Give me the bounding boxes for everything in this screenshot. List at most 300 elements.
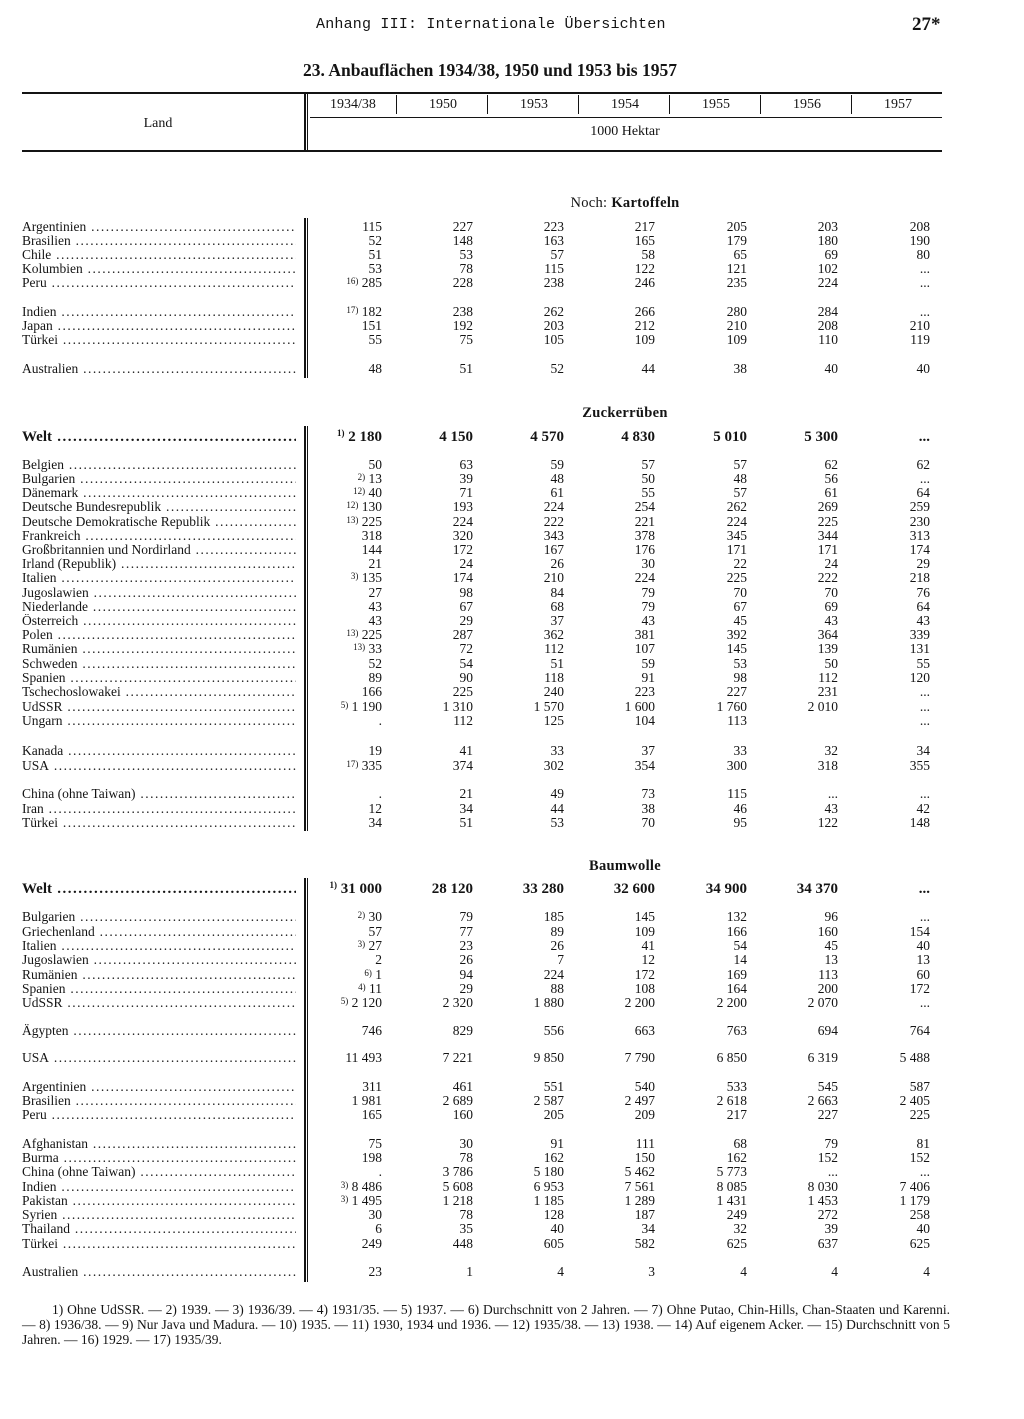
value-cell: $^{3)}$ 8 486	[340, 1179, 382, 1194]
value-cell: ...	[827, 1164, 838, 1179]
page-header	[0, 16, 1024, 38]
value-cell: 52	[368, 656, 382, 671]
value-cell: 262	[726, 499, 747, 514]
footnotes	[22, 1302, 950, 1347]
table-title: 23. Anbauflächen 1934/38, 1950 und 1953 bis 1957	[303, 60, 677, 80]
value-cell: 26	[550, 938, 564, 953]
value-cell: 70	[733, 585, 747, 600]
value-cell: ...	[919, 699, 930, 714]
value-cell: 165	[634, 233, 655, 248]
value-cell: 663	[634, 1023, 655, 1038]
section-title	[310, 405, 940, 422]
country-name: Dänemark .....	[22, 486, 296, 500]
table-row	[0, 1051, 1024, 1065]
value-cell: 225	[726, 570, 747, 585]
value-cell: 174	[452, 570, 473, 585]
country-name: Polen .....	[22, 628, 296, 642]
value-cell: 30	[368, 1207, 382, 1222]
value-cell: 339	[909, 627, 930, 642]
value-cell: 230	[909, 514, 930, 529]
country-name: Kolumbien .....	[22, 262, 296, 276]
value-cell: $^{17)}$ 182	[346, 304, 382, 319]
value-cell: 58	[641, 247, 655, 262]
value-cell: 32 600	[613, 881, 655, 897]
value-cell: 34 900	[705, 881, 747, 897]
value-cell: 37	[550, 613, 564, 628]
value-cell: 545	[817, 1079, 838, 1094]
table-row	[0, 1080, 1024, 1094]
value-cell: $^{12)}$ 130	[346, 499, 382, 514]
value-cell: 54	[459, 656, 473, 671]
country-name: Syrien .....	[22, 1208, 296, 1222]
value-cell: 78	[459, 261, 473, 276]
value-cell: 64	[916, 485, 930, 500]
value-cell: 122	[634, 261, 655, 276]
unit-header: 1000 Hektar	[590, 124, 660, 139]
table-row	[0, 996, 1024, 1010]
value-cell: 62	[916, 457, 930, 472]
country-name: Australien .....	[22, 1265, 296, 1279]
value-cell: 4 570	[530, 429, 564, 445]
value-cell: 167	[543, 542, 564, 557]
country-name: UdSSR .....	[22, 996, 296, 1010]
value-cell: 162	[726, 1150, 747, 1165]
footnote-marker: 3)	[357, 939, 366, 949]
value-cell: 61	[550, 485, 564, 500]
table-row	[0, 953, 1024, 967]
value-cell: 4	[923, 1264, 930, 1279]
value-cell: 218	[909, 570, 930, 585]
value-cell: 2	[375, 952, 382, 967]
value-cell: 171	[726, 542, 747, 557]
value-cell: 1 880	[533, 995, 564, 1010]
country-name: UdSSR .....	[22, 700, 296, 714]
value-cell: 190	[909, 233, 930, 248]
value-cell: 249	[361, 1236, 382, 1251]
value-cell: 3 786	[442, 1164, 473, 1179]
value-cell: 75	[368, 1136, 382, 1151]
footnote-marker: 13)	[346, 628, 359, 638]
header-bottom-rule	[22, 150, 942, 152]
value-cell: 32	[733, 1221, 747, 1236]
value-cell: 249	[726, 1207, 747, 1222]
value-cell: ...	[919, 995, 930, 1010]
footnote-marker: 5)	[340, 996, 349, 1006]
value-cell: 2 010	[807, 699, 838, 714]
value-cell: 19	[368, 743, 382, 758]
value-cell: 344	[817, 528, 838, 543]
value-cell: 23	[459, 938, 473, 953]
value-cell: 68	[550, 599, 564, 614]
value-cell: 59	[641, 656, 655, 671]
value-cell: 68	[733, 1136, 747, 1151]
section-prefix: Noch:	[570, 195, 612, 211]
value-cell: 30	[459, 1136, 473, 1151]
value-cell: .	[378, 713, 382, 728]
value-cell: 2 200	[716, 995, 747, 1010]
value-cell: 205	[726, 219, 747, 234]
value-cell: $^{13)}$ 225	[346, 627, 382, 642]
value-cell: 269	[817, 499, 838, 514]
value-cell: 41	[641, 938, 655, 953]
value-cell: 152	[817, 1150, 838, 1165]
value-cell: 40	[916, 361, 930, 376]
value-cell: $^{3)}$ 27	[357, 938, 382, 953]
value-cell: 4 830	[621, 429, 655, 445]
value-cell: 7 561	[624, 1179, 655, 1194]
table-row	[0, 657, 1024, 671]
footnote-marker: 12)	[353, 486, 366, 496]
value-cell: 311	[362, 1079, 382, 1094]
value-cell: 79	[641, 599, 655, 614]
value-cell: 57	[368, 924, 382, 939]
table-row	[0, 968, 1024, 982]
table-row	[0, 600, 1024, 614]
value-cell: 225	[452, 684, 473, 699]
value-cell: 208	[817, 318, 838, 333]
value-cell: 258	[909, 1207, 930, 1222]
value-cell: .	[378, 1164, 382, 1179]
value-cell: 224	[634, 570, 655, 585]
year-header: 1957	[884, 97, 912, 112]
value-cell: 121	[726, 261, 747, 276]
table-row	[0, 1222, 1024, 1236]
value-cell: 43	[368, 613, 382, 628]
value-cell: 224	[726, 514, 747, 529]
table-row	[0, 220, 1024, 234]
value-cell: 318	[817, 758, 838, 773]
value-cell: 79	[641, 585, 655, 600]
value-cell: 44	[641, 361, 655, 376]
country-name: Argentinien .....	[22, 1080, 296, 1094]
country-name: Belgien .....	[22, 458, 296, 472]
value-cell: 108	[634, 981, 655, 996]
value-cell: 228	[452, 275, 473, 290]
value-cell: 254	[634, 499, 655, 514]
value-cell: 313	[909, 528, 930, 543]
footnote-marker: 17)	[346, 759, 359, 769]
table-row	[0, 557, 1024, 571]
value-cell: 198	[361, 1150, 382, 1165]
value-cell: 52	[368, 233, 382, 248]
value-cell: 540	[634, 1079, 655, 1094]
value-cell: 343	[543, 528, 564, 543]
value-cell: 4	[831, 1264, 838, 1279]
value-cell: 2 320	[442, 995, 473, 1010]
section-name: Kartoffeln	[611, 195, 680, 211]
table-row	[0, 982, 1024, 996]
value-cell: 354	[634, 758, 655, 773]
value-cell: 160	[452, 1107, 473, 1122]
value-cell: 224	[817, 275, 838, 290]
value-cell: 24	[824, 556, 838, 571]
footnote-marker: 3)	[350, 571, 359, 581]
value-cell: 2 663	[807, 1093, 838, 1108]
section-name: Baumwolle	[589, 858, 661, 874]
country-name: Italien .....	[22, 571, 296, 585]
country-name: Jugoslawien .....	[22, 953, 296, 967]
value-cell: 6 850	[716, 1050, 747, 1065]
value-cell: 362	[543, 627, 564, 642]
value-cell: 131	[909, 641, 930, 656]
value-cell: 179	[726, 233, 747, 248]
value-cell: 2 405	[899, 1093, 930, 1108]
section-title	[310, 195, 940, 212]
value-cell: 88	[550, 981, 564, 996]
value-cell: 227	[726, 684, 747, 699]
value-cell: 96	[824, 909, 838, 924]
value-cell: $^{2)}$ 13	[357, 471, 382, 486]
country-name: Bulgarien .....	[22, 910, 296, 924]
value-cell: 42	[916, 801, 930, 816]
country-name: Ägypten .....	[22, 1024, 296, 1038]
value-cell: 84	[550, 585, 564, 600]
value-cell: 320	[452, 528, 473, 543]
value-cell: 132	[726, 909, 747, 924]
value-cell: 582	[634, 1236, 655, 1251]
value-cell: 51	[550, 656, 564, 671]
country-name: China (ohne Taiwan) .....	[22, 787, 296, 801]
value-cell: 222	[543, 514, 564, 529]
value-cell: 763	[726, 1023, 747, 1038]
value-cell: 5 488	[899, 1050, 930, 1065]
value-cell: $^{17)}$ 335	[346, 758, 382, 773]
value-cell: 355	[909, 758, 930, 773]
value-cell: 51	[459, 361, 473, 376]
value-cell: 6 319	[807, 1050, 838, 1065]
value-cell: 35	[459, 1221, 473, 1236]
value-cell: 24	[459, 556, 473, 571]
value-cell: 212	[634, 318, 655, 333]
value-cell: 287	[452, 627, 473, 642]
value-cell: 51	[459, 815, 473, 830]
value-cell: 210	[543, 570, 564, 585]
value-cell: 50	[824, 656, 838, 671]
country-name: Jugoslawien .....	[22, 586, 296, 600]
value-cell: 200	[817, 981, 838, 996]
value-cell: 109	[726, 332, 747, 347]
footnote-marker: 13)	[346, 515, 359, 525]
value-cell: $^{3)}$ 1 495	[340, 1193, 382, 1208]
value-cell: 51	[368, 247, 382, 262]
value-cell: ...	[919, 275, 930, 290]
value-cell: 40	[824, 361, 838, 376]
table-row	[0, 671, 1024, 685]
year-header-divider	[396, 95, 397, 114]
value-cell: 637	[817, 1236, 838, 1251]
value-cell: ...	[919, 909, 930, 924]
value-cell: 57	[733, 457, 747, 472]
footnote-marker: 17)	[346, 305, 359, 315]
value-cell: 224	[452, 514, 473, 529]
value-cell: 39	[824, 1221, 838, 1236]
table-row	[0, 1108, 1024, 1122]
country-name: Indien .....	[22, 305, 296, 319]
value-cell: 69	[824, 247, 838, 262]
value-cell: 33	[733, 743, 747, 758]
value-cell: 61	[824, 485, 838, 500]
header-mid-rule	[310, 117, 942, 118]
value-cell: 34	[368, 815, 382, 830]
value-cell: 266	[634, 304, 655, 319]
year-header-divider	[578, 95, 579, 114]
footnote-marker: 5)	[340, 700, 349, 710]
value-cell: 98	[733, 670, 747, 685]
value-cell: 225	[909, 1107, 930, 1122]
value-cell: 29	[916, 556, 930, 571]
country-name: Österreich .....	[22, 614, 296, 628]
year-header: 1950	[429, 97, 457, 112]
value-cell: 71	[459, 485, 473, 500]
value-cell: 1 179	[899, 1193, 930, 1208]
country-name: Pakistan .....	[22, 1194, 296, 1208]
value-cell: 112	[544, 641, 564, 656]
table-row	[0, 1094, 1024, 1108]
value-cell: 63	[459, 457, 473, 472]
running-head: Anhang III: Internationale Übersichten	[316, 16, 666, 33]
value-cell: 34	[916, 743, 930, 758]
country-name: Rumänien .....	[22, 642, 296, 656]
value-cell: 81	[916, 1136, 930, 1151]
table-row	[0, 614, 1024, 628]
year-header: 1955	[702, 97, 730, 112]
value-cell: 172	[634, 967, 655, 982]
country-name: Burma .....	[22, 1151, 296, 1165]
value-cell: 67	[733, 599, 747, 614]
country-name: Schweden .....	[22, 657, 296, 671]
value-cell: 169	[726, 967, 747, 982]
country-name: Deutsche Bundesrepublik .....	[22, 500, 296, 514]
section-title	[310, 858, 940, 875]
year-header-divider	[760, 95, 761, 114]
value-cell: 113	[727, 713, 747, 728]
footnote-marker: 2)	[357, 910, 366, 920]
value-cell: 109	[634, 332, 655, 347]
value-cell: 378	[634, 528, 655, 543]
value-cell: 70	[641, 815, 655, 830]
country-name: Brasilien .....	[22, 1094, 296, 1108]
value-cell: 1 981	[351, 1093, 382, 1108]
country-name: Deutsche Demokratische Republik .....	[22, 515, 296, 529]
value-cell: 112	[453, 713, 473, 728]
value-cell: ...	[919, 684, 930, 699]
value-cell: 209	[634, 1107, 655, 1122]
value-cell: 128	[543, 1207, 564, 1222]
value-cell: 9 850	[533, 1050, 564, 1065]
table-row	[0, 234, 1024, 248]
column-separator	[307, 92, 308, 152]
value-cell: 176	[634, 542, 655, 557]
value-cell: 1	[466, 1264, 473, 1279]
value-cell: 29	[459, 613, 473, 628]
value-cell: 7 406	[899, 1179, 930, 1194]
year-header: 1954	[611, 97, 639, 112]
table-row	[0, 500, 1024, 514]
value-cell: 57	[641, 457, 655, 472]
value-cell: 72	[459, 641, 473, 656]
value-cell: 111	[635, 1136, 655, 1151]
value-cell: 221	[634, 514, 655, 529]
value-cell: 94	[459, 967, 473, 982]
value-cell: 26	[459, 952, 473, 967]
value-cell: 45	[824, 938, 838, 953]
value-cell: 43	[368, 599, 382, 614]
value-cell: 4	[740, 1264, 747, 1279]
value-cell: 1 218	[442, 1193, 473, 1208]
value-cell: 160	[817, 924, 838, 939]
value-cell: 70	[824, 585, 838, 600]
country-name: USA .....	[22, 1051, 296, 1065]
table-row	[0, 319, 1024, 333]
value-cell: 6 953	[533, 1179, 564, 1194]
value-cell: ...	[919, 713, 930, 728]
footnote-marker: 16)	[346, 276, 359, 286]
value-cell: 2 618	[716, 1093, 747, 1108]
value-cell: 5 010	[713, 429, 747, 445]
value-cell: 240	[543, 684, 564, 699]
value-cell: 12	[641, 952, 655, 967]
value-cell: 115	[727, 786, 747, 801]
table-row	[0, 816, 1024, 830]
value-cell: ...	[919, 471, 930, 486]
country-name: Indien .....	[22, 1180, 296, 1194]
country-name: Afghanistan .....	[22, 1137, 296, 1151]
table-row	[0, 759, 1024, 773]
value-cell: 3	[648, 1264, 655, 1279]
value-cell: 49	[550, 786, 564, 801]
table-row	[0, 939, 1024, 953]
value-cell: 109	[634, 924, 655, 939]
country-name: Großbritannien und Nordirland .....	[22, 543, 296, 557]
country-name: Griechenland .....	[22, 925, 296, 939]
table-row	[0, 262, 1024, 276]
table-row	[0, 1265, 1024, 1279]
value-cell: 166	[726, 924, 747, 939]
country-name: Italien .....	[22, 939, 296, 953]
value-cell: 4	[557, 1264, 564, 1279]
footnote-marker: 4)	[358, 982, 366, 992]
value-cell: 235	[726, 275, 747, 290]
footnote-marker: 12)	[346, 500, 359, 510]
value-cell: 1 185	[533, 1193, 564, 1208]
value-cell: 2 587	[533, 1093, 564, 1108]
table-row	[0, 1237, 1024, 1251]
footnote-marker: 2)	[357, 472, 366, 482]
column-separator	[304, 92, 306, 152]
value-cell: 65	[733, 247, 747, 262]
country-name: Chile .....	[22, 248, 296, 262]
value-cell: 300	[726, 758, 747, 773]
value-cell: 203	[543, 318, 564, 333]
value-cell: 172	[452, 542, 473, 557]
value-cell: 48	[368, 361, 382, 376]
value-cell: 5 300	[804, 429, 838, 445]
value-cell: 164	[726, 981, 747, 996]
value-cell: 533	[726, 1079, 747, 1094]
table-row	[0, 543, 1024, 557]
value-cell: $^{16)}$ 285	[346, 275, 382, 290]
value-cell: ...	[919, 304, 930, 319]
value-cell: 259	[909, 499, 930, 514]
table-row	[0, 472, 1024, 486]
table-row	[0, 925, 1024, 939]
table-row	[0, 1165, 1024, 1179]
table-row	[0, 642, 1024, 656]
value-cell: 2 689	[442, 1093, 473, 1108]
country-name: Peru .....	[22, 276, 296, 290]
value-cell: 41	[459, 743, 473, 758]
value-cell: 227	[817, 1107, 838, 1122]
